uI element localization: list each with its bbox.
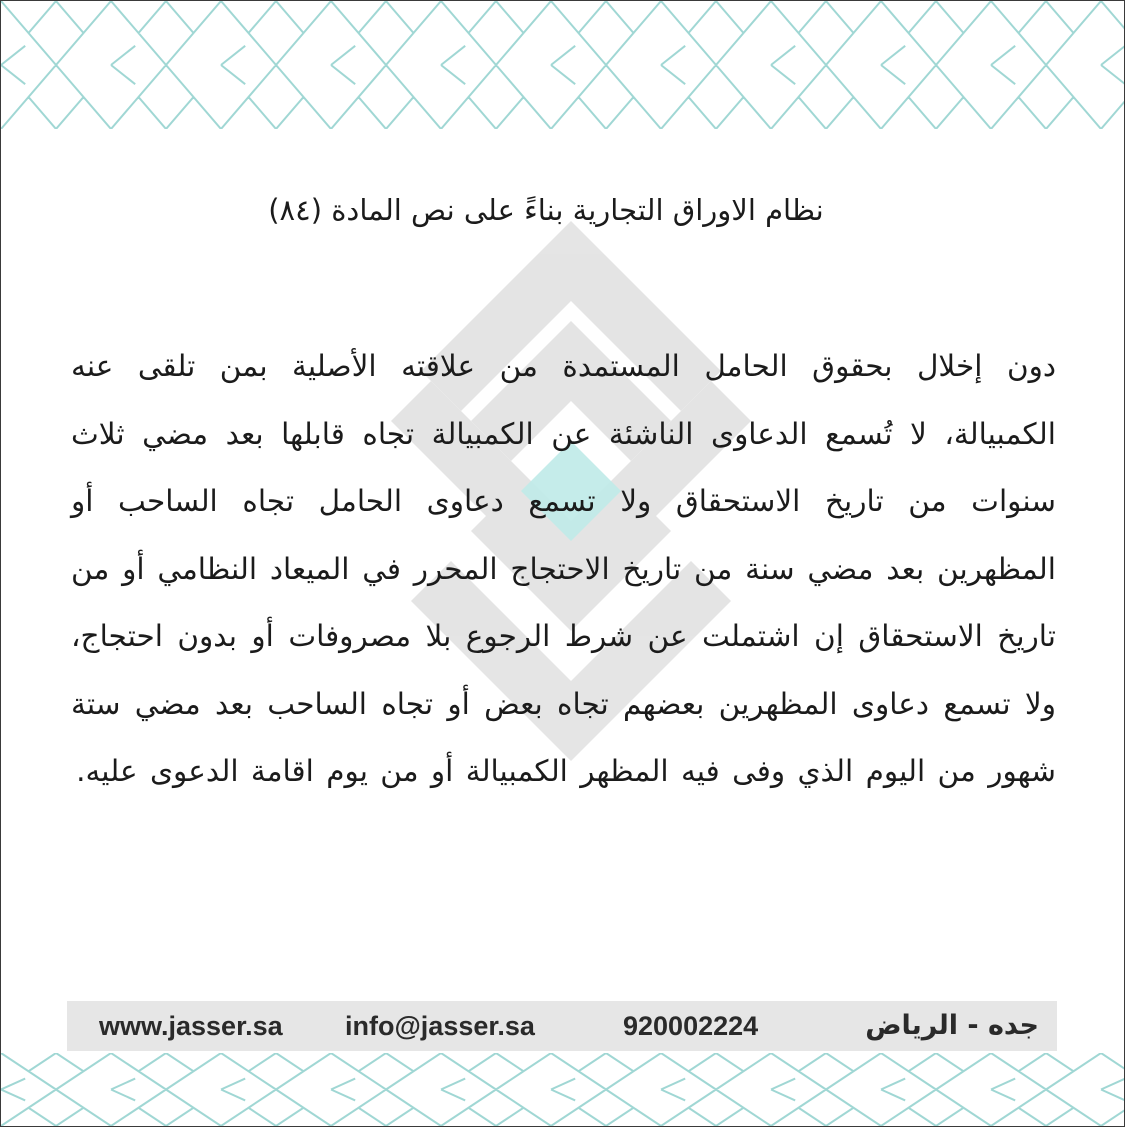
article-body: دون إخلال بحقوق الحامل المستمدة من علاقته الأصلية بمن تلقى عنه الكمبيالة، لا تُسمع الدعاوى الناشئة عن الكمبيالة تجاه قابلها بعد مضي ثلاث سنوات من تاريخ الاستحقاق ولا تسمع دعاوى الحامل تجاه الساحب أو المظهرين بعد مضي سنة من تاريخ الاحتجاج المحرر في الميعاد النظامي أو من تاريخ الاستحقاق إن اشتملت عن شرط الرجوع بلا مصروفات أو بدون احتجاج، ولا تسمع دعاوى المظهرين بعضهم تجاه بعض أو تجاه الساحب بعد مضي ستة شهور من اليوم الذي وفى فيه المظهر الكمبيالة أو من يوم اقامة الدعوى عليه. — [71, 349, 1056, 788]
email-link[interactable]: info@jasser.sa — [345, 1011, 535, 1041]
city-list: جده - الرياض — [865, 1010, 1039, 1041]
website-link[interactable]: www.jasser.sa — [99, 1011, 283, 1041]
contact-footer — [67, 1001, 1057, 1051]
geometric-pattern-bottom — [1, 1053, 1124, 1126]
geometric-pattern-top — [1, 1, 1124, 129]
document-title: نظام الاوراق التجارية بناءً على نص المادة (٨٤) — [268, 193, 824, 227]
phone-number[interactable]: 920002224 — [623, 1011, 759, 1041]
